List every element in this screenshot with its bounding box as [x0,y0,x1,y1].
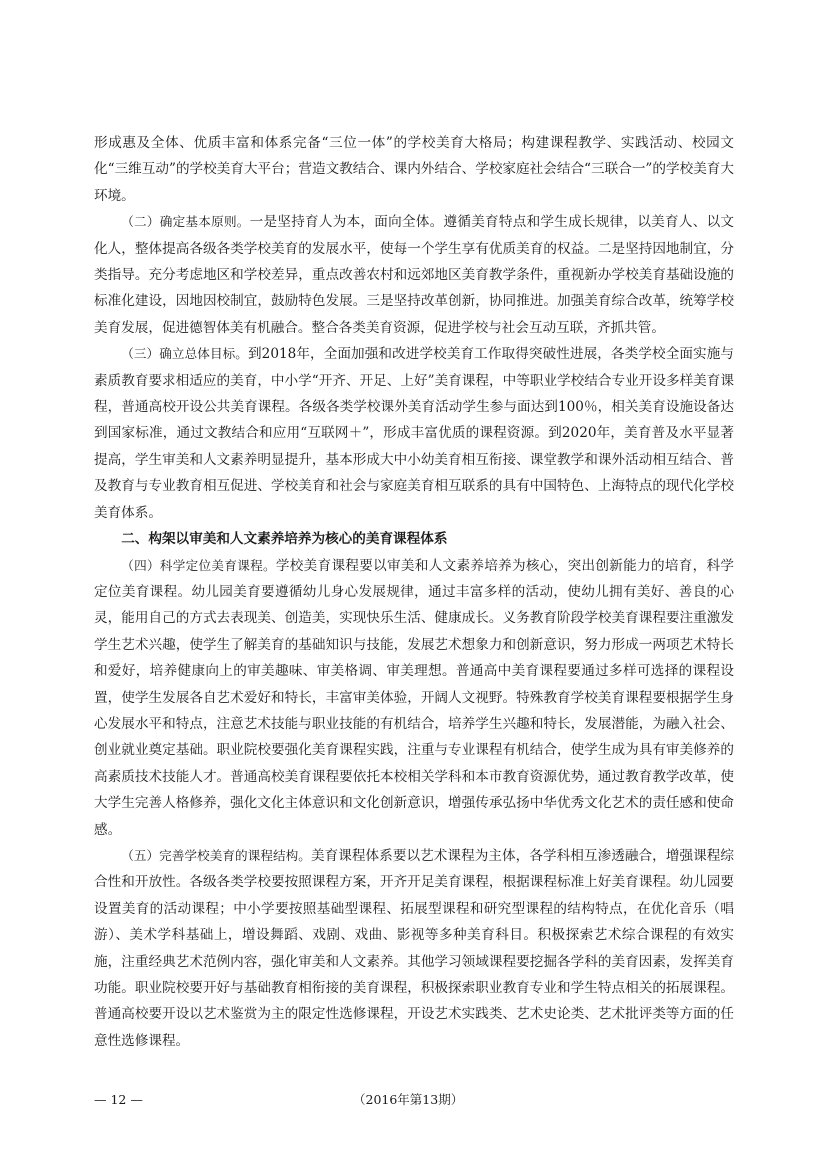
paragraph-basic-principles [94,209,734,341]
page-number: — 12 — [94,1092,143,1107]
body-text [94,130,734,1054]
issue-label: （2016年第13期） [353,1092,464,1107]
paragraph-text: 一是坚持育人为本，面向全体。遵循美育特点和学生成长规律，以美育人、以文化人，整体提高各级各类学校美育的发展水平，使每一个学生享有优质美育的权益。二是坚持因地制宜，分类指导。充分考虑地区和学校差异，重点改善农村和远郊地区美育教学条件，重视新办学校美育基础设施的标准化建设，因地因校制宜，鼓励特色发展。三是坚持改革创新，协同推进。加强美育综合改革，统筹学校美育发展，促进德智体美有机融合。整合各类美育资源，促进学校与社会互动互联，齐抓共管。 [94,214,735,336]
page-footer [94,1090,734,1110]
paragraph-text: 美育课程体系要以艺术课程为主体，各学科相互渗透融合，增强课程综合性和开放性。各级各类学校要按照课程方案，开齐开足美育课程，根据课程标准上好美育课程。幼儿园要设置美育的活动课程；中小学要按照基础型课程、拓展型课程和研究型课程的结构特点，在优化音乐（唱游）、美术学科基础上，增设舞蹈、戏剧、戏曲、影视等多种美育科目。积极探索艺术综合课程的有效实施，注重经典艺术范例内容，强化审美和人文素养。其他学习领域课程要挖掘各学科的美育因素，发挥美育功能。职业院校要开好与基础教育相衔接的美育课程，积极探索职业教育专业和学生特点相关的拓展课程。普通高校要开设以艺术鉴赏为主的限定性选修课程，开设艺术实践类、艺术史论类、艺术批评类等方面的任意性选修课程。 [94,847,735,1049]
paragraph-text: 学校美育课程要以审美和人文素养培养为核心，突出创新能力的培育，科学定位美育课程。幼儿园美育要遵循幼儿身心发展规律，通过丰富多样的活动，使幼儿拥有美好、善良的心灵，能用自己的方式去表现美、创造美，实现快乐生活、健康成长。义务教育阶段学校美育课程要注重激发学生艺术兴趣，使学生了解美育的基础知识与技能，发展艺术想象力和创新意识，努力形成一两项艺术特长和爱好，培养健康向上的审美趣味、审美格调、审美理想。普通高中美育课程要通过多样可选择的课程设置，使学生发展各自艺术爱好和特长，丰富审美体验，开阔人文视野。特殊教育学校美育课程要根据学生身心发展水平和特点，注意艺术技能与职业技能的有机结合，培养学生兴趣和特长，发展潜能，为融入社会、创业就业奠定基础。职业院校要强化美育课程实践，注重与专业课程有机结合，使学生成为具有审美修养的高素质技术技能人才。普通高校美育课程要依托本校相关学科和本市教育资源优势，通过教育教学改革，使大学生完善人格修养，强化文化主体意识和文化创新意识，增强传承弘扬中华优秀文化艺术的责任感和使命感。 [94,557,735,838]
paragraph-lead: （三）确立总体目标。 [121,346,248,362]
paragraph-lead: （五）完善学校美育的课程结构。 [121,847,311,863]
paragraph-intro-continued: 形成惠及全体、优质丰富和体系完备“三位一体”的学校美育大格局；构建课程教学、实践活动、校园文化“三维互动”的学校美育大平台；营造文教结合、课内外结合、学校家庭社会结合“三联合一”的学校美育大环境。 [94,135,734,204]
paragraph-overall-goals [94,341,734,526]
paragraph-lead: （四）科学定位美育课程。 [121,557,276,573]
paragraph-course-structure [94,843,734,1054]
paragraph-course-positioning [94,553,734,843]
paragraph-lead: （二）确定基本原则。 [121,214,250,230]
section-heading: 二、构架以审美和人文素养培养为核心的美育课程体系 [121,531,448,548]
paragraph-text: 到2018年，全面加强和改进学校美育工作取得突破性进展，各类学校全面实施与素质教育要求相适应的美育，中小学“开齐、开足、上好”美育课程，中等职业学校结合专业开设多样美育课程，普通高校开设公共美育课程。各级各类学校课外美育活动学生参与面达到100％，相关美育设施设备达到国家标准，通过文教结合和应用“互联网＋”，形成丰富优质的课程资源。到2020年，美育普及水平显著提高，学生审美和人文素养明显提升，基本形成大中小幼美育相互衔接、课堂教学和课外活动相互结合、普及教育与专业教育相互促进、学校美育和社会与家庭美育相互联系的具有中国特色、上海特点的现代化学校美育体系。 [94,346,735,521]
